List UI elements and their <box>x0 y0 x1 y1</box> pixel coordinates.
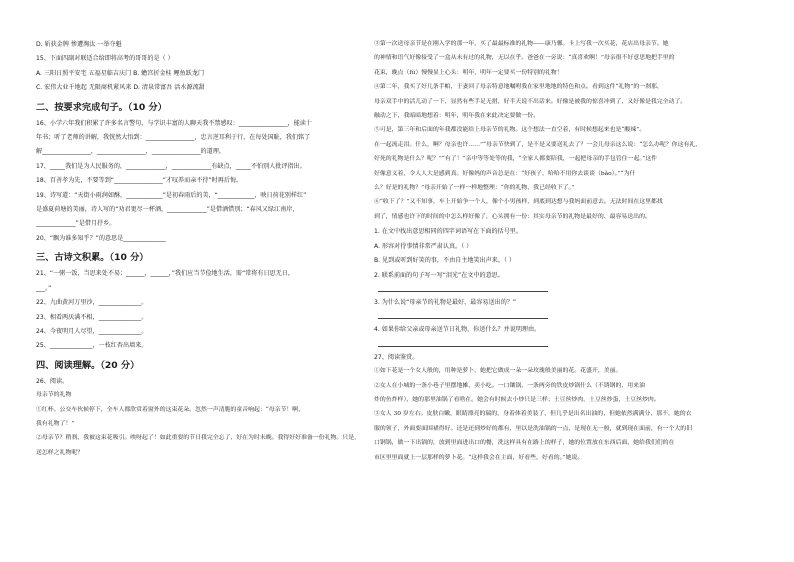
passage-title: 母亲节的礼物 <box>36 392 72 399</box>
q17: 17、_____我们是为人民服务的，_____________，_____________有缺点，_____不怕别人批评指出。 <box>36 162 306 170</box>
q26-label: 26、阅读。 <box>36 377 69 385</box>
passage-para-5d: 好像意义着，令人人大是感到真。好像妈的声音总是在：“好孩子，哈哈不用你去谈谈（bǎo）。”“为什 <box>374 170 636 177</box>
q15-options-ab: A. 三阳日照平安宅 五福星临吉庆门 B. 蟾宫折金桂 鲤鱼跃龙门 <box>36 69 205 77</box>
q15-options-cd: C. 宏伟大业千地起 无限商机紧风来 D. 清泉常富吾 活水源流甜 <box>36 84 205 92</box>
q27-para-1: ①如下花是一个女人般的，用种是萝卜，她把它做成一朵一朵玫瑰般美丽的花。花盛开，美丽。 <box>374 368 622 375</box>
q25: 25、______________，一枝红杏出墙来。 <box>36 342 148 350</box>
q27-para-3d: 市区里里面就上一层那样的萝卜花。“这样我会在主面，好看些，好看的。”她说。 <box>374 454 584 461</box>
passage-para-6a: ⑥“收下了？”又不知事，车上开始争一个人，像个小男孩样，到底到达想与我妈面前意去。无法时间在这里都找 <box>374 199 663 206</box>
q16-line-3: 解________________，________________，________________的道理。 <box>36 148 225 156</box>
passage-para-5a: ⑤可是，第三年和后面的年我都没能给上母亲节的礼物。这个想法一直空着，有时候想起来也是“酸辣”。 <box>374 127 646 134</box>
passage-para-2a: ②母亲节？稍刹，我被这束花吸引。唉呀起了！如此重要的节日我完全忘了，好在为时未晚。我得好好准备一份礼物。只是， <box>36 435 360 442</box>
passage-para-3a: ③第一次送母亲节是在刚入学的那一年，买了最最标准的礼物——康乃馨。卡上写我一次买花，花店出母亲节。她 <box>374 41 669 47</box>
q27-title: 27、阅读鉴赏。 <box>374 353 419 361</box>
question-1a: A. 形容对待事情非常严肃认真。（ ） <box>374 242 473 250</box>
q27-para-3a: ③女人 30 岁左右。皮肤白嫩，眼睛漂亮的瑞的，身着体着美装了，但几乎是出名出油的，但她依然满满分，那不，她的衣 <box>374 411 692 418</box>
passage-para-5b: 在一起流走泪。什么，啊？母亲也许……”“母亲节快到了，是不是又要送礼去了？一会儿母亲这么说：“怎么办呢？你这有礼， <box>374 141 702 148</box>
question-2: 2. 联系前面的句子写一写“泪光”在文中的意思。 <box>374 271 504 279</box>
q24: 24、今夜明月人尽望，______________。 <box>36 327 148 335</box>
q16-line-2: 年书；听了老师的讲解，我恍然大悟到：________________，忠言逆耳利于行，在每处国耻，我们铭了 <box>36 134 311 142</box>
question-1b: B. 见到或听到好笑的事，不由自主地笑出声来。（ ） <box>374 257 516 265</box>
q16-line-1: 16、小学六年我们积累了许多名言警句，与学识丰富的人聊天我不禁感叹：________________，能读十 <box>36 119 312 127</box>
q19-line-1: 19、诗写道：“天街小雨润如酥，____________”是初春雨后的美，“____________，映日荷花别样红” <box>36 191 307 199</box>
passage-para-4a: ④第二年，我买了好几条手帕，于妻回了母亲特意地嘱咐我在家里地地的特色和点。看到这件“礼物”的一刹那， <box>374 84 663 91</box>
answer-line-3[interactable] <box>378 308 548 319</box>
q23: 23、相看两厌满不相，______________。 <box>36 313 148 321</box>
passage-para-6b: 到了，情感也许下的时间的中怎么样好像了，心头拥有一份：其实母亲节的礼物是最好的、最容易送出的。 <box>374 213 651 220</box>
section-3-title: 三、古诗文积累。（10 分） <box>36 252 149 264</box>
answer-line-4[interactable] <box>378 336 548 347</box>
passage-para-5e: 么？好是的礼物？”母亲开始了一样一样地整理：“你的礼物，我已经收下了。” <box>374 185 575 192</box>
q14-option-d: D. 斩获金牌 惨遭淘汰 一举夺魁 <box>36 41 122 48</box>
passage-para-4b: 母亲双手中的活儿动了一下，显然有些手足无措，好半天说不出话来。好像是被我的惊喜冲到了，又好像是我完全动了。 <box>374 98 687 105</box>
question-4: 4. 如果你给父亲或母亲送节日礼物，你送什么？并说明理由。 <box>374 326 541 334</box>
question-3: 3. 为什么说“母亲节的礼物是最好、最容易送出的？” <box>374 298 517 306</box>
q27-para-2b: 炸的鱼炸样），她的那里油锅了看啥在。她会有时候去小炒只是三样；土豆丝炒肉，土豆丝炒蛋，土豆丝炒肉。 <box>374 396 660 403</box>
passage-para-3c: 花束，晚点（fù）慢慢显上心头：明年，明年一定要买一份特别的礼物！ <box>374 69 563 76</box>
q27-para-3c: 口钢锅，做一下出锅的，放到里面进出口的餐，洗这样具有在路上的样子，她的位置放在东西后面，她给我们们的在 <box>374 440 675 447</box>
left-column <box>36 40 381 458</box>
answer-line-2[interactable] <box>378 281 548 292</box>
passage-para-4c: 触动之下，我暗暗地想着：明年，明年我在来此决定要做一份。 <box>374 113 539 120</box>
q21-line-2: ___。” <box>36 284 52 292</box>
q20: 20、“飘为谁多知乎？”的意思是______________ <box>36 234 166 242</box>
q21-line-1: 21、“一粥一饭，当思来处不易；______，______，”我们应当节俭地生活，需“常将有日思无日， <box>36 270 294 278</box>
q18: 18、百善孝为先，不要等到“________________”才叹养而亲不待”时再后悔。 <box>36 177 243 185</box>
q27-para-3b: 服的领子，外面要面围裙得好。还是还到炒好的都有，里以是洗油锅的一点，是现在无一般，就到现在面前，有一个大的旧 <box>374 425 693 432</box>
section-4-title: 四、阅读理解。（20 分） <box>36 359 140 371</box>
question-1: 1. 在文中找出意思相同的四字词语写在下面的括号里。 <box>374 228 522 236</box>
q19-line-2: 是盛夏荷塘的美丽，诗人写的“劝君更尽一杯酒，_____________”是借酒惜别；“春风又绿江南岸， <box>36 206 299 214</box>
q15-prompt: 15、下面四副对联适合给即将高考的哥哥的是（ ） <box>36 55 174 63</box>
q22: 22、九曲黄河万里沙，______________。 <box>36 299 148 307</box>
right-column <box>374 40 762 463</box>
passage-para-1a: ①红杯。公交车伙候停下，全车人都欣赏着窗外的这束花朵。忽然一声清脆的童音响起：“母亲节！啊， <box>36 406 305 413</box>
passage-para-5c: 好死的礼物是什么？呢？”“有了！”亲中等等处等的我，“全家人都要陪我，一起把母亲的手包管住一起。”这件 <box>374 156 658 163</box>
q27-para-2a: ②女人在小城的一条小巷子里摆地摊，卖小吃。一口镶锅，一条两旁的铁皮炒锅什么（不锈钢的，用来油 <box>374 382 645 389</box>
passage-para-1b: 我有礼物了！” <box>36 420 75 427</box>
section-2-title: 二、按要求完成句子。（10 分） <box>36 101 167 113</box>
q19-line-3: _____________”是借月抒乡。 <box>36 220 116 228</box>
passage-para-3b: 的神情和语气好像接受了一盒从未有过的礼物，无以在乎。爸爸在一旁说：“真喜欢啊！”母亲很不好意思地把手里的 <box>374 55 675 62</box>
passage-para-2b: 送怎样之礼物呢？ <box>36 449 84 456</box>
